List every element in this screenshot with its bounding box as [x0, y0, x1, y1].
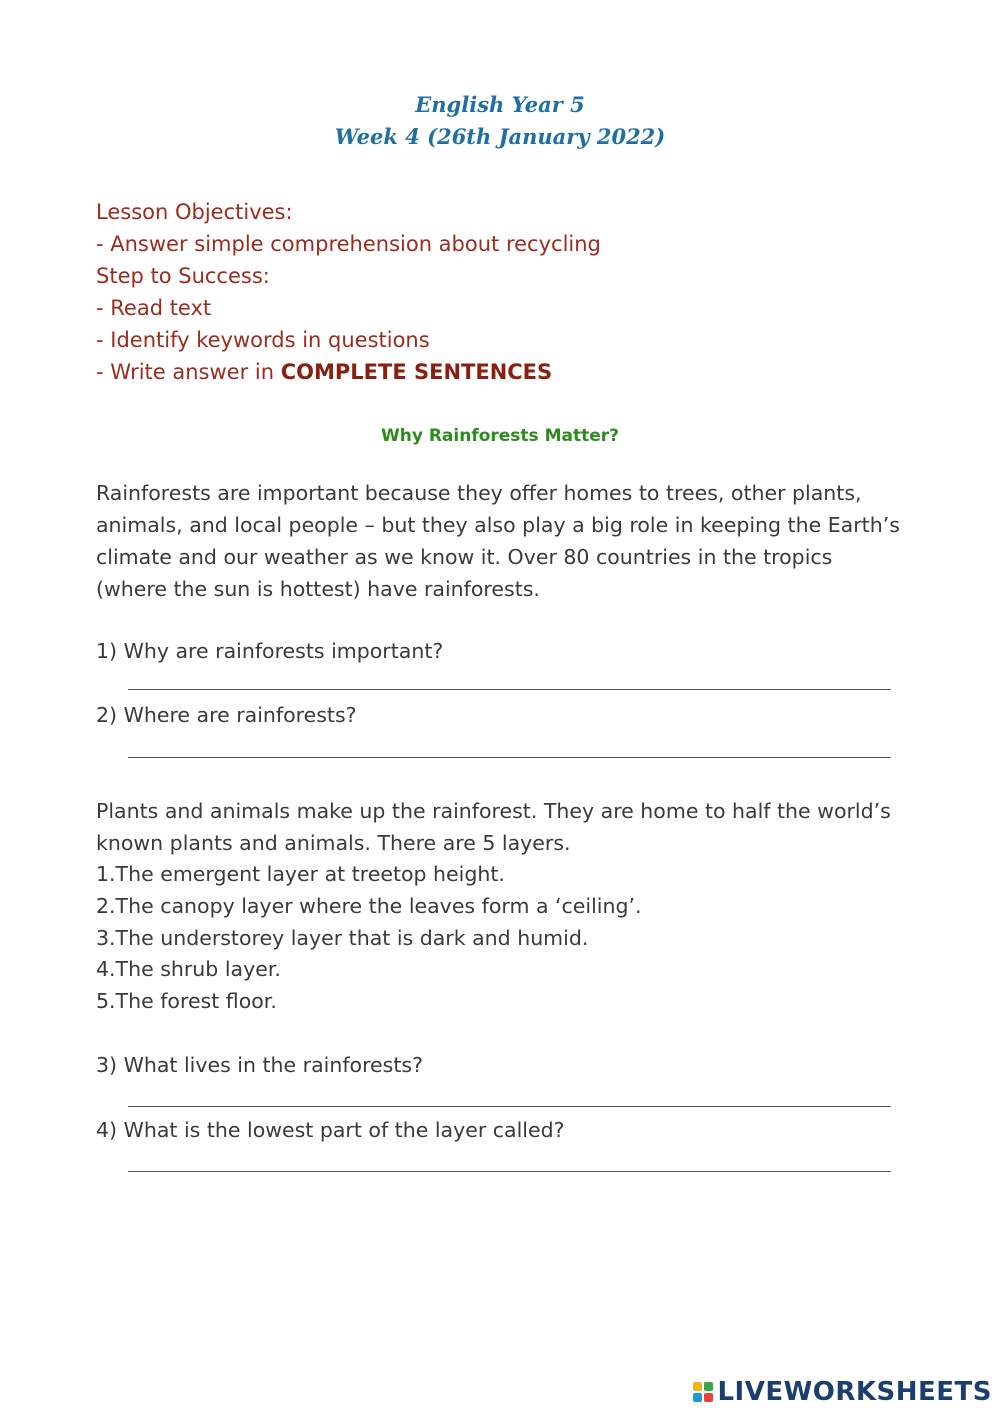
question-number: 3)	[96, 1053, 118, 1077]
step-item	[96, 360, 552, 384]
layer-item: 2.The canopy layer where the leaves form a ‘ceiling’.	[96, 894, 642, 918]
question-text: What is the lowest part of the layer called?	[117, 1118, 565, 1142]
step-item: - Read text	[96, 296, 212, 320]
question-3	[96, 1053, 423, 1077]
question-number: 2)	[96, 703, 118, 727]
worksheet-title: English Year 5	[415, 92, 585, 117]
logo-square	[693, 1382, 702, 1391]
logo-grid-icon	[693, 1382, 713, 1402]
layer-item: 4.The shrub layer.	[96, 957, 281, 981]
logo-square	[704, 1382, 713, 1391]
question-4	[96, 1118, 565, 1142]
answer-line-3[interactable]	[128, 1106, 891, 1107]
logo-square	[693, 1393, 702, 1402]
answer-line-1[interactable]	[128, 689, 891, 690]
passage-paragraph: Rainforests are important because they offer homes to trees, other plants, animals, and local people – but they also play a big role in keeping the Earth’s climate and our weather as we know it. Over 80 countries in the tropics (where the sun is hottest) have rainforests.	[96, 481, 900, 601]
steps-heading: Step to Success:	[96, 264, 270, 288]
layer-item: 5.The forest floor.	[96, 989, 277, 1013]
passage-paragraph: Plants and animals make up the rainforest. They are home to half the world’s known plants and animals. There are 5 layers.	[96, 799, 891, 855]
worksheet-week: Week 4 (26th January 2022)	[334, 124, 666, 149]
logo-text: LIVEWORKSHEETS	[717, 1377, 992, 1407]
step-item-emphasis: COMPLETE SENTENCES	[280, 360, 553, 384]
question-2	[96, 703, 357, 727]
question-text: Why are rainforests important?	[117, 639, 444, 663]
layer-item: 1.The emergent layer at treetop height.	[96, 862, 505, 886]
objective-item: - Answer simple comprehension about recycling	[96, 232, 601, 256]
answer-line-2[interactable]	[128, 757, 891, 758]
question-1	[96, 639, 443, 663]
step-item: - Identify keywords in questions	[96, 328, 430, 352]
step-item-prefix: - Write answer in	[96, 360, 281, 384]
logo-square	[704, 1393, 713, 1402]
liveworksheets-logo	[693, 1377, 992, 1407]
question-number: 1)	[96, 639, 118, 663]
question-text: Where are rainforests?	[117, 703, 357, 727]
passage-title: Why Rainforests Matter?	[380, 426, 620, 446]
question-text: What lives in the rainforests?	[117, 1053, 423, 1077]
layer-item: 3.The understorey layer that is dark and humid.	[96, 926, 589, 950]
answer-line-4[interactable]	[128, 1171, 891, 1172]
objectives-heading: Lesson Objectives:	[96, 200, 293, 224]
question-number: 4)	[96, 1118, 118, 1142]
